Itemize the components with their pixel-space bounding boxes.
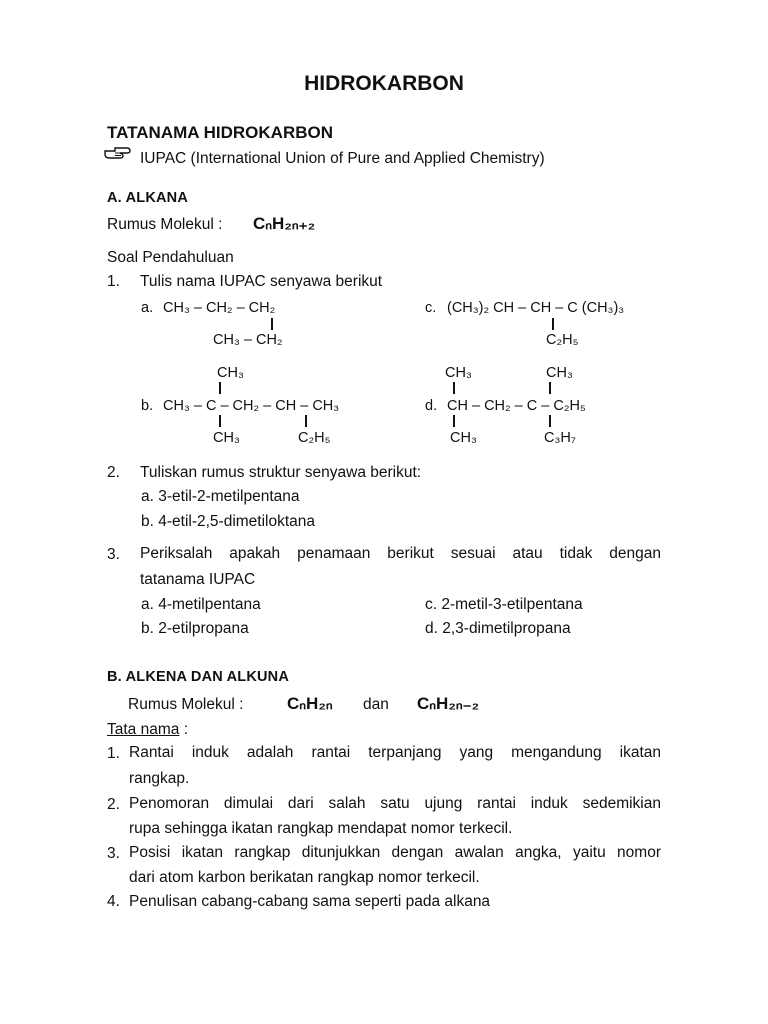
list-item: d. 2,3-dimetilpropana (425, 620, 571, 637)
question-number: 1. (107, 273, 120, 290)
option-label: a. (141, 300, 154, 316)
alkuna-formula: CₙH₂ₙ₋₂ (417, 694, 480, 713)
rule-text: Penulisan cabang-cabang sama seperti pada alkana (129, 893, 491, 910)
rumus-label: Rumus Molekul : (107, 216, 223, 233)
tata-nama-text: Tata nama (107, 721, 180, 738)
dan-text: dan (363, 696, 389, 713)
rule-text: Penomoran dimulai dari salah satu ujung rantai induk sedemikian (129, 795, 661, 812)
structure-d-top1: CH₃ (445, 365, 472, 381)
section-heading-alkana: A. ALKANA (107, 190, 189, 206)
structure-c-sub: C₂H₅ (546, 332, 579, 348)
structure-a-sub: CH₃ – CH₂ (213, 332, 283, 348)
option-label: b. (141, 398, 154, 414)
tata-nama-label (107, 721, 188, 739)
hand-pointing-icon (103, 145, 131, 163)
structure-d-bottom2: C₃H₇ (544, 430, 576, 446)
list-item: a. 3-etil-2-metilpentana (141, 488, 300, 505)
structure-d-bottom1: CH₃ (450, 430, 477, 446)
rule-text-continued: rupa sehingga ikatan rangkap mendapat nomor terkecil. (129, 820, 513, 837)
iupac-line: IUPAC (International Union of Pure and Applied Chemistry) (140, 150, 545, 167)
structure-b-bottom1: CH₃ (213, 430, 240, 446)
section-heading-alkena: B. ALKENA DAN ALKUNA (107, 669, 290, 685)
bond-line (305, 415, 307, 427)
structure-c-main: (CH₃)₂ CH – CH – C (CH₃)₃ (447, 300, 625, 316)
question-text: Periksalah apakah penamaan berikut sesuai atau tidak dengan (140, 545, 661, 562)
question-number: 2. (107, 464, 120, 481)
bond-line (549, 382, 551, 394)
question-number: 3. (107, 546, 120, 563)
bond-line (453, 415, 455, 427)
bond-line (219, 382, 221, 394)
structure-b-main: CH₃ – C – CH₂ – CH – CH₃ (163, 398, 340, 414)
rumus-label: Rumus Molekul : (128, 696, 244, 713)
list-item: b. 2-etilpropana (141, 620, 249, 637)
bond-line (219, 415, 221, 427)
rule-text: Posisi ikatan rangkap ditunjukkan dengan awalan angka, yaitu nomor (129, 844, 661, 861)
question-text: Tuliskan rumus struktur senyawa berikut: (140, 464, 422, 481)
bond-line (453, 382, 455, 394)
option-label: c. (425, 300, 437, 316)
list-item: b. 4-etil-2,5-dimetiloktana (141, 513, 316, 530)
rule-text-continued: dari atom karbon berikatan rangkap nomor terkecil. (129, 869, 480, 886)
structure-b-bottom2: C₂H₅ (298, 430, 331, 446)
alkena-formula: CₙH₂ₙ (287, 694, 333, 713)
bond-line (552, 318, 554, 330)
rule-number: 3. (107, 845, 120, 862)
alkana-formula: CₙH₂ₙ₊₂ (253, 214, 316, 233)
structure-d-main: CH – CH₂ – C – C₂H₅ (447, 398, 586, 414)
rule-number: 4. (107, 893, 120, 910)
page-title: HIDROKARBON (304, 72, 464, 95)
rule-number: 2. (107, 796, 120, 813)
rule-number: 1. (107, 745, 120, 762)
rule-text-continued: rangkap. (129, 770, 190, 787)
tata-nama-colon: : (179, 721, 189, 738)
structure-b-top: CH₃ (217, 365, 244, 381)
bond-line (549, 415, 551, 427)
list-item: a. 4-metilpentana (141, 596, 261, 613)
bond-line (271, 318, 273, 330)
question-text-continued: tatanama IUPAC (140, 571, 256, 588)
structure-a-main: CH₃ – CH₂ – CH₂ (163, 300, 276, 316)
rule-text: Rantai induk adalah rantai terpanjang yang mengandung ikatan (129, 744, 661, 761)
question-text: Tulis nama IUPAC senyawa berikut (140, 273, 383, 290)
soal-label: Soal Pendahuluan (107, 249, 234, 266)
structure-d-top2: CH₃ (546, 365, 573, 381)
option-label: d. (425, 398, 438, 414)
list-item: c. 2-metil-3-etilpentana (425, 596, 583, 613)
section-heading-tatanama: TATANAMA HIDROKARBON (107, 123, 334, 142)
